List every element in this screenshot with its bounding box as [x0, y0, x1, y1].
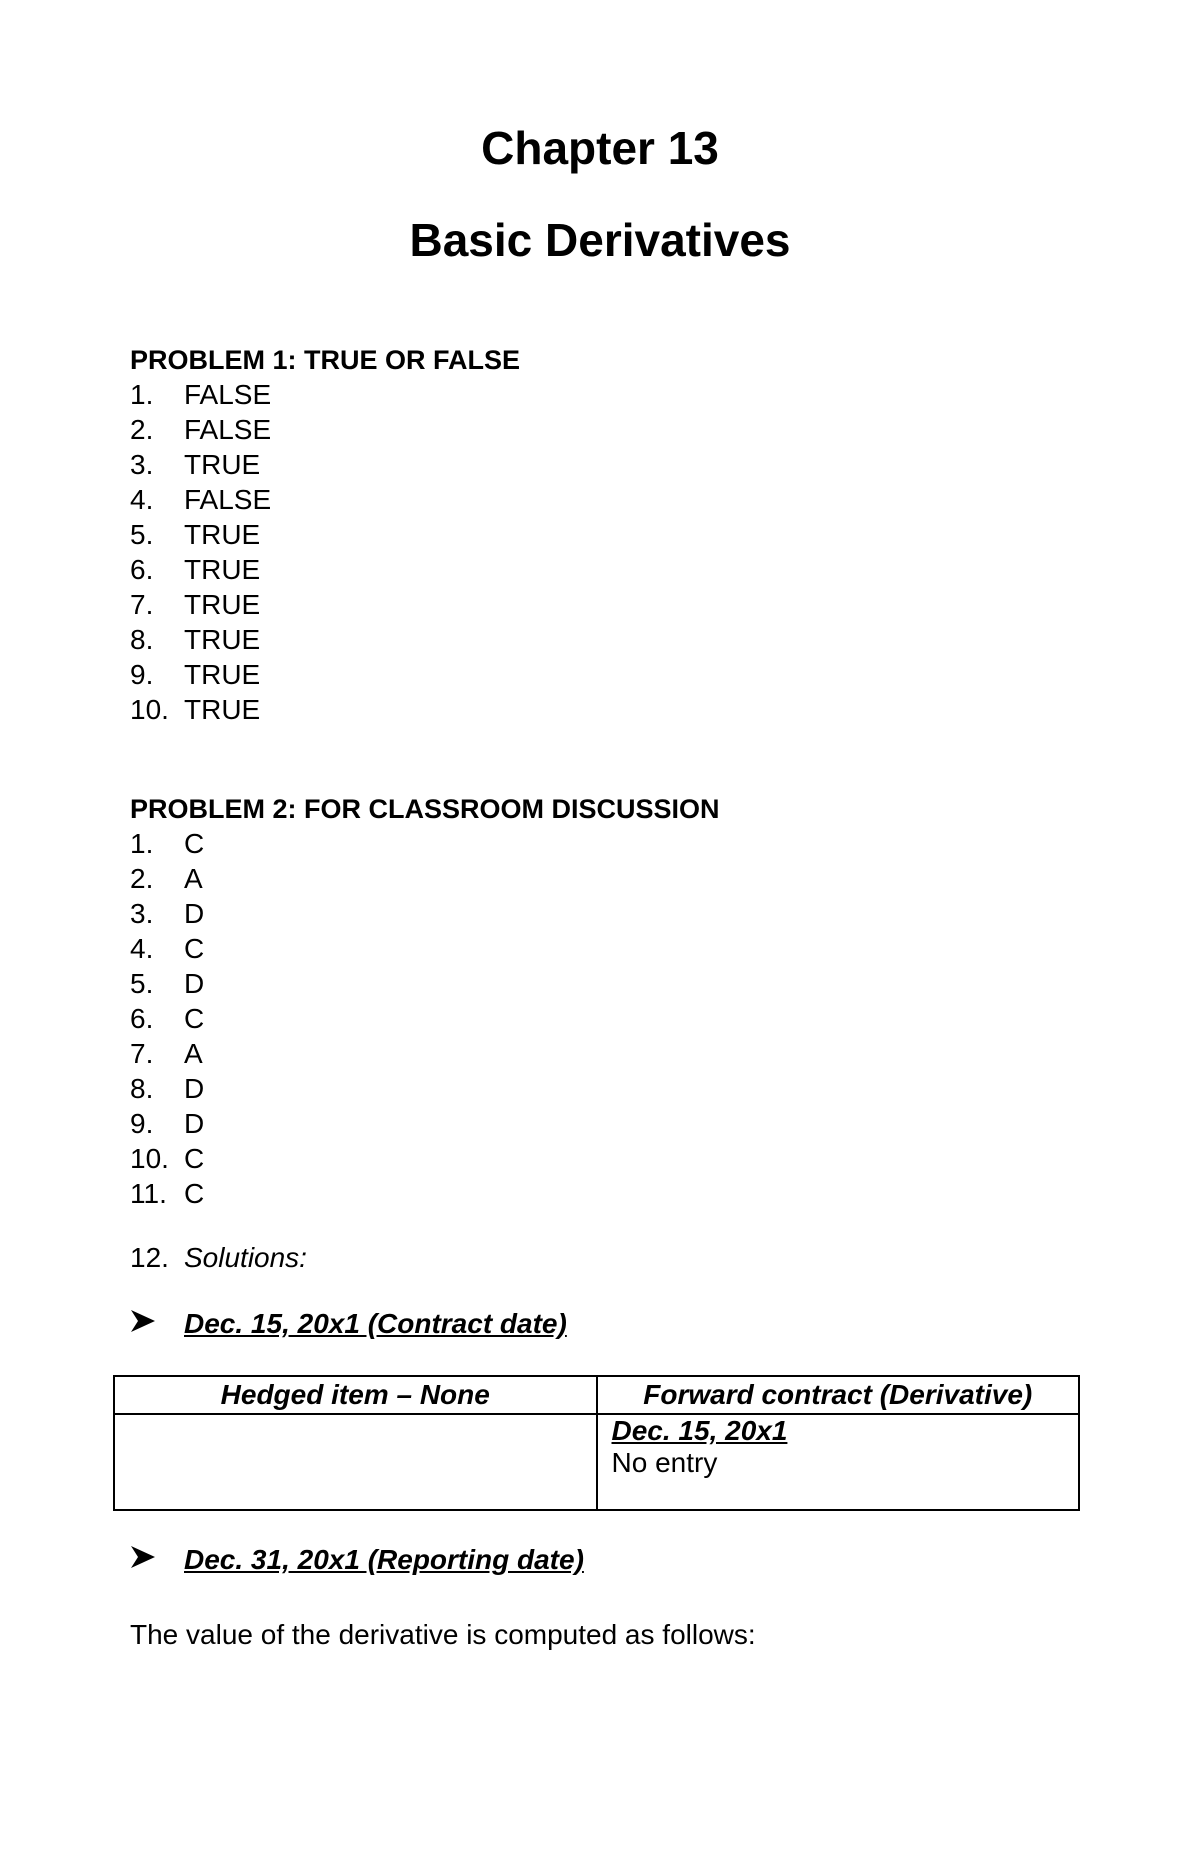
answer-value: FALSE: [184, 484, 272, 515]
answer-number: 3.: [130, 449, 154, 480]
answer-value: C: [184, 1178, 205, 1209]
list-item: [130, 966, 204, 1001]
list-item: [130, 826, 204, 861]
list-item: [130, 931, 204, 966]
reporting-date-text: Dec. 31, 20x1 (Reporting date): [184, 1544, 584, 1575]
answer-value: TRUE: [184, 449, 261, 480]
contract-date-heading: [130, 1306, 567, 1342]
answer-value: TRUE: [184, 589, 261, 620]
problem2-answer-list: [130, 826, 204, 1211]
solutions-line: [130, 1240, 307, 1275]
answer-number: 6.: [130, 1003, 154, 1034]
list-item: [130, 517, 271, 552]
answer-value: TRUE: [184, 554, 261, 585]
list-item: [130, 587, 271, 622]
answer-number: 10.: [130, 1143, 169, 1174]
contract-date-text: Dec. 15, 20x1 (Contract date): [184, 1308, 567, 1339]
solutions-number: 12.: [130, 1242, 169, 1273]
arrowhead-bullet-icon: [130, 1306, 184, 1342]
answer-number: 11.: [130, 1178, 167, 1209]
table-row: [114, 1414, 1079, 1510]
answer-number: 2.: [130, 414, 154, 445]
list-item: [130, 377, 271, 412]
answer-number: 8.: [130, 1073, 154, 1104]
answer-value: C: [184, 1003, 205, 1034]
answer-number: 9.: [130, 659, 154, 690]
list-item: [130, 1001, 204, 1036]
forward-contract-date: Dec. 15, 20x1: [611, 1415, 788, 1446]
list-item: [130, 1141, 204, 1176]
answer-value: A: [184, 1038, 203, 1069]
solutions-label: Solutions:: [184, 1242, 307, 1273]
list-item: [130, 447, 271, 482]
list-item: [130, 1071, 204, 1106]
problem1-heading: PROBLEM 1: TRUE OR FALSE: [130, 345, 521, 375]
answer-number: 9.: [130, 1108, 154, 1139]
forward-contract-cell: [597, 1414, 1080, 1510]
list-item: [130, 657, 271, 692]
answer-value: FALSE: [184, 414, 272, 445]
answer-value: A: [184, 863, 203, 894]
arrowhead-bullet-icon: [130, 1542, 184, 1578]
answer-value: TRUE: [184, 659, 261, 690]
answer-number: 7.: [130, 1038, 154, 1069]
chapter-title: Chapter 13: [481, 122, 719, 174]
list-item: [130, 412, 271, 447]
list-item: [130, 552, 271, 587]
answer-number: 7.: [130, 589, 154, 620]
answer-number: 5.: [130, 968, 154, 999]
answer-value: TRUE: [184, 694, 261, 725]
answer-value: D: [184, 1073, 205, 1104]
answer-number: 8.: [130, 624, 154, 655]
list-item: [130, 482, 271, 517]
answer-number: 6.: [130, 554, 154, 585]
answer-value: C: [184, 828, 205, 859]
answer-number: 5.: [130, 519, 154, 550]
answer-value: C: [184, 1143, 205, 1174]
table-header-row: [114, 1376, 1079, 1414]
answer-value: D: [184, 1108, 205, 1139]
problem2-heading: PROBLEM 2: FOR CLASSROOM DISCUSSION: [130, 794, 720, 824]
forward-contract-header: Forward contract (Derivative): [597, 1376, 1080, 1414]
derivative-value-text: The value of the derivative is computed as follows:: [130, 1619, 756, 1650]
answer-number: 1.: [130, 379, 154, 410]
list-item: [130, 692, 271, 727]
answer-value: D: [184, 968, 205, 999]
forward-contract-entry: No entry: [611, 1447, 718, 1478]
list-item: [130, 622, 271, 657]
answer-value: C: [184, 933, 205, 964]
list-item: [130, 1036, 204, 1071]
answer-value: TRUE: [184, 519, 261, 550]
answer-value: D: [184, 898, 205, 929]
answer-number: 4.: [130, 933, 154, 964]
answer-value: TRUE: [184, 624, 261, 655]
answer-value: FALSE: [184, 379, 272, 410]
hedged-item-header: Hedged item – None: [114, 1376, 597, 1414]
answer-number: 10.: [130, 694, 169, 725]
answer-number: 3.: [130, 898, 154, 929]
answer-number: 2.: [130, 863, 154, 894]
answer-number: 1.: [130, 828, 154, 859]
chapter-subtitle: Basic Derivatives: [409, 214, 791, 266]
answer-number: 4.: [130, 484, 154, 515]
problem1-answer-list: [130, 377, 271, 727]
list-item: [130, 861, 204, 896]
reporting-date-heading: [130, 1542, 584, 1578]
journal-entry-table: [113, 1375, 1080, 1511]
list-item: [130, 1106, 204, 1141]
list-item: [130, 896, 204, 931]
list-item: [130, 1176, 204, 1211]
hedged-item-cell: [114, 1414, 597, 1510]
